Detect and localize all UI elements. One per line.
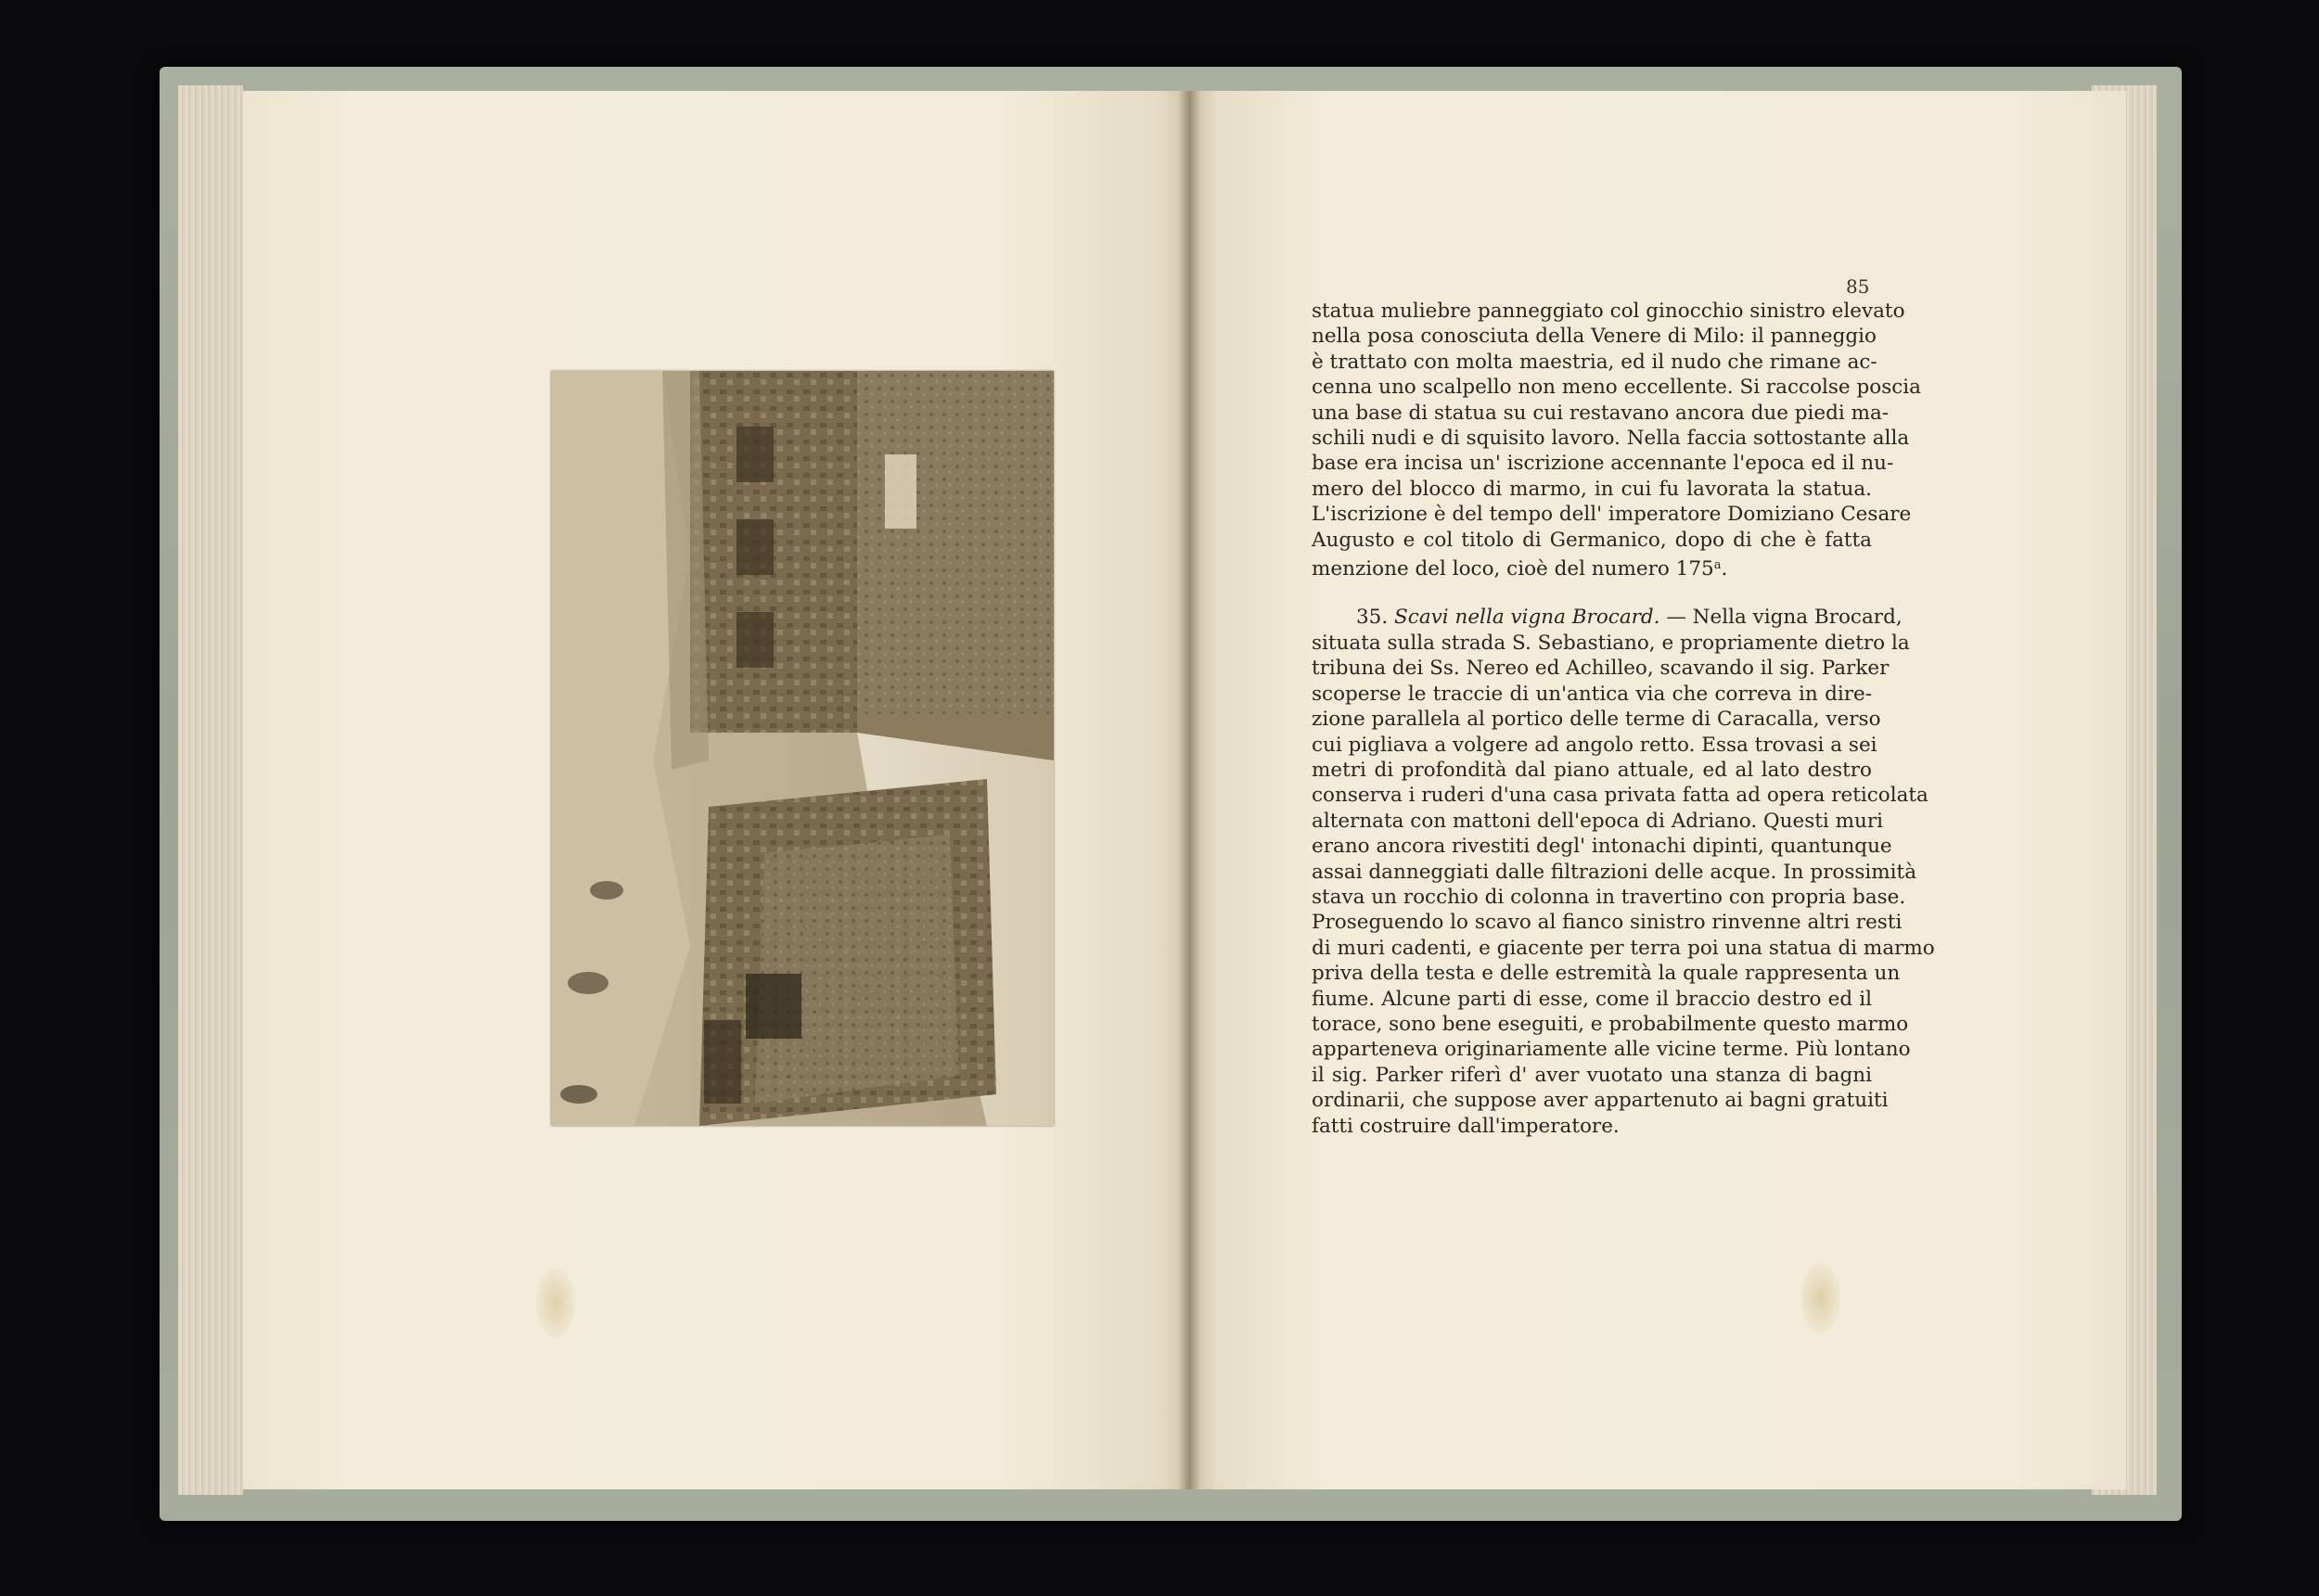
- text-line: assai danneggiati dalle filtrazioni delle acque. In prossimità: [1312, 860, 1917, 884]
- text-line: fiume. Alcune parti di esse, come il braccio destro ed il: [1312, 987, 1872, 1011]
- text-line: base era incisa un' iscrizione accennante l'epoca ed il nu-: [1312, 452, 1894, 476]
- text-line: di muri cadenti, e giacente per terra poi una statua di marmo: [1312, 936, 1935, 960]
- text-line: una base di statua su cui restavano ancora due piedi ma-: [1312, 401, 1890, 425]
- body-text: [1312, 299, 1935, 1139]
- text-line: ordinarii, che suppose aver appartenuto ai bagni gratuiti: [1312, 1089, 1889, 1113]
- text-line: schili nudi e di squisito lavoro. Nella faccia sottostante alla: [1312, 427, 1910, 451]
- text-line: cenna uno scalpello non meno eccellente. Si raccolse poscia: [1312, 376, 1921, 400]
- text-line: alternata con mattoni dell'epoca di Adriano. Questi muri: [1312, 809, 1884, 833]
- superscript: a: [1713, 558, 1722, 573]
- text-line: [1312, 553, 1872, 581]
- section-number: 35.: [1356, 606, 1389, 630]
- section-title-rest: — Nella vigna Brocard,: [1659, 606, 1903, 630]
- text-line: stava un rocchio di colonna in travertino con propria base.: [1312, 885, 1906, 909]
- text-line: statua muliebre panneggiato col ginocchio sinistro elevato: [1312, 300, 1905, 323]
- foxing-stain: [1801, 1264, 1840, 1333]
- text-line: il sig. Parker riferì d' aver vuotato una stanza di bagni: [1312, 1063, 1872, 1087]
- text-line: L'iscrizione è del tempo dell' imperatore Domiziano Cesare: [1312, 503, 1912, 527]
- paragraph-1: [1312, 299, 1921, 581]
- text-line: zione parallela al portico delle terme di Caracalla, verso: [1312, 708, 1881, 732]
- foxing-stain: [536, 1269, 575, 1337]
- page-edges-left: [178, 85, 243, 1495]
- text-segment: .: [1721, 557, 1728, 581]
- text-line: tribuna dei Ss. Nereo ed Achilleo, scavando il sig. Parker: [1312, 657, 1890, 681]
- text-line: [1312, 605, 1903, 630]
- text-line: Proseguendo lo scavo al fianco sinistro rinvenne altri resti: [1312, 911, 1903, 935]
- text-line: nella posa conosciuta della Venere di Milo: il panneggio: [1312, 325, 1877, 349]
- text-line: scoperse le traccie di un'antica via che correva in dire-: [1312, 682, 1872, 706]
- text-line: situata sulla strada S. Sebastiano, e propriamente dietro la: [1312, 631, 1910, 655]
- text-line: apparteneva originariamente alle vicine terme. Più lontano: [1312, 1038, 1911, 1062]
- text-line: torace, sono bene eseguiti, e probabilmente questo marmo: [1312, 1012, 1909, 1036]
- albumen-photograph: [551, 371, 1054, 1126]
- text-segment: menzione del loco, cioè del numero 175: [1312, 557, 1714, 581]
- text-line: mero del blocco di marmo, in cui fu lavorata la statua.: [1312, 477, 1872, 501]
- paragraph-2: [1312, 605, 1935, 1139]
- text-line: fatti costruire dall'imperatore.: [1312, 1114, 1620, 1138]
- book-gutter: [1178, 91, 1200, 1489]
- text-line: conserva i ruderi d'una casa privata fatta ad opera reticolata: [1312, 784, 1928, 808]
- text-line: priva della testa e delle estremità la quale rappresenta un: [1312, 962, 1901, 986]
- text-line: metri di profondità dal piano attuale, ed al lato destro: [1312, 758, 1872, 782]
- text-line: cui pigliava a volgere ad angolo retto. Essa trovasi a sei: [1312, 733, 1877, 757]
- text-line: erano ancora rivestiti degl' intonachi dipinti, quantunque: [1312, 835, 1892, 859]
- text-line: è trattato con molta maestria, ed il nudo che rimane ac-: [1312, 350, 1877, 374]
- ruins-photo-image: [551, 371, 1054, 1126]
- page-number: 85: [1846, 275, 1870, 298]
- text-line: Augusto e col titolo di Germanico, dopo di che è fatta: [1312, 528, 1872, 552]
- section-title: Scavi nella vigna Brocard.: [1394, 606, 1660, 630]
